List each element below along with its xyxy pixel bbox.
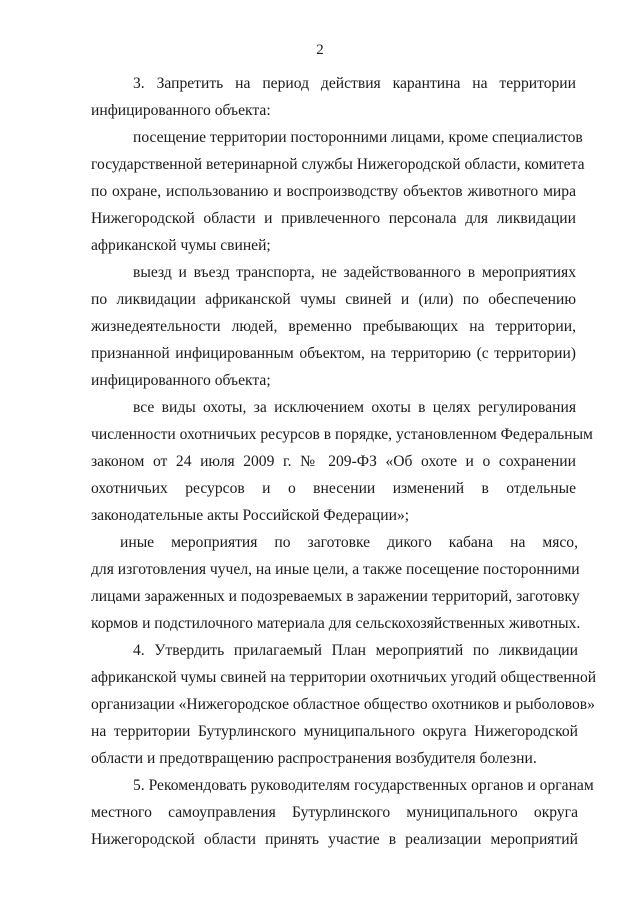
text-line: африканской чумы свиней на территории охотничьих угодий общественной (91, 669, 597, 686)
text-line: иные мероприятия по заготовке дикого кабана на мясо, (120, 534, 578, 551)
text-line: Нижегородской области и привлеченного персонала для ликвидации (91, 210, 576, 227)
text-line: численности охотничьих ресурсов в порядке, установленном Федеральным (91, 426, 593, 443)
text-line: лицами зараженных и подозреваемых в заражении территорий, заготовку (91, 588, 580, 605)
text-line: на территории Бутурлинского муниципального округа Нижегородской (91, 723, 578, 740)
text-line: инфицированного объекта; (91, 372, 271, 389)
text-line: по охране, использованию и воспроизводству объектов животного мира (91, 183, 576, 200)
text-line: признанной инфицированным объектом, на территорию (с территории) (91, 345, 576, 362)
text-line: области и предотвращению распространения возбудителя болезни. (91, 750, 537, 767)
text-line: кормов и подстилочного материала для сельскохозяйственных животных. (91, 615, 581, 632)
text-line: жизнедеятельности людей, временно пребывающих на территории, (91, 318, 576, 335)
text-line: выезд и въезд транспорта, не задействованного в мероприятиях (133, 264, 576, 281)
text-line: по ликвидации африканской чумы свиней и (или) по обеспечению (91, 291, 576, 308)
text-line: Нижегородской области принять участие в реализации мероприятий (91, 831, 578, 848)
text-line: 3. Запретить на период действия карантина на территории (133, 75, 576, 92)
text-line: посещение территории посторонними лицами, кроме специалистов (133, 129, 583, 146)
page-number: 2 (316, 42, 324, 58)
text-line: все виды охоты, за исключением охоты в целях регулирования (133, 399, 576, 416)
text-line: государственной ветеринарной службы Нижегородской области, комитета (91, 156, 585, 173)
text-line: инфицированного объекта: (91, 102, 271, 119)
text-line: охотничьих ресурсов и о внесении изменений в отдельные (91, 480, 576, 497)
text-line: 5. Рекомендовать руководителям государственных органов и органам (133, 777, 594, 794)
text-line: законом от 24 июля 2009 г. № 209-ФЗ «Об охоте и о сохранении (91, 453, 576, 470)
text-line: законодательные акты Российской Федерации»; (91, 507, 410, 524)
text-line: для изготовления чучел, на иные цели, а также посещение посторонними (91, 561, 580, 578)
text-line: африканской чумы свиней; (91, 237, 271, 254)
text-line: местного самоуправления Бутурлинского муниципального округа (91, 804, 578, 821)
text-line: организации «Нижегородское областное общество охотников и рыболовов» (91, 696, 595, 713)
text-line: 4. Утвердить прилагаемый План мероприятий по ликвидации (133, 642, 578, 659)
